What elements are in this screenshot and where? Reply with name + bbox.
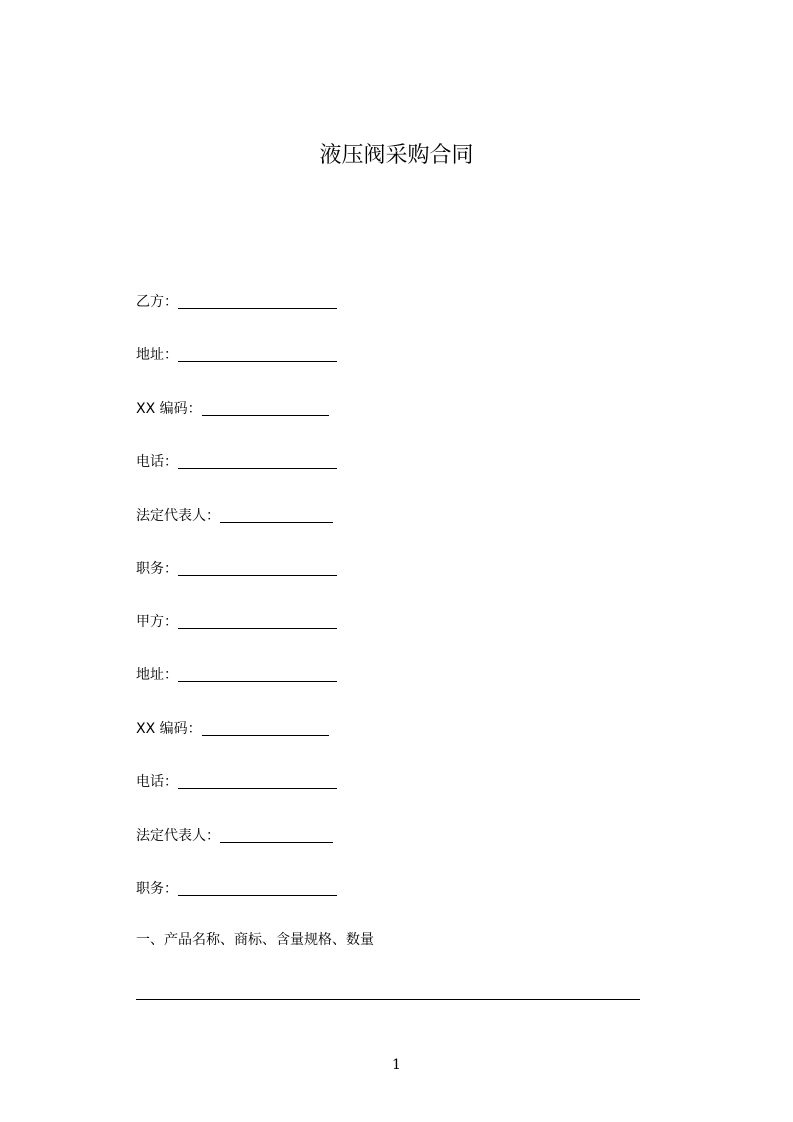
field-party-a-postcode: [136, 715, 329, 739]
field-label: 电话：: [136, 774, 178, 790]
fill-in-blank: [178, 292, 337, 309]
field-party-b-position: [136, 555, 337, 579]
field-label: 甲方：: [136, 614, 178, 630]
page-number: 1: [392, 1057, 401, 1073]
fill-in-blank: [178, 559, 337, 576]
field-party-a-address: [136, 661, 337, 685]
field-label: 法定代表人：: [136, 828, 220, 844]
fill-in-line: [136, 999, 640, 1000]
field-party-b-postcode: [136, 395, 329, 419]
fill-in-blank: [202, 719, 329, 736]
field-label: 职务：: [136, 561, 178, 577]
fill-in-blank: [178, 345, 337, 362]
field-label: 地址：: [136, 667, 178, 683]
fill-in-blank: [178, 772, 337, 789]
field-label: XX 编码：: [136, 721, 202, 737]
field-label: XX 编码：: [136, 401, 202, 417]
fill-in-blank: [220, 506, 333, 523]
fill-in-blank: [178, 612, 337, 629]
fill-in-blank: [202, 399, 329, 416]
field-party-b: [136, 288, 337, 312]
fill-in-blank: [220, 826, 333, 843]
field-party-a: [136, 608, 337, 632]
field-party-a-position: [136, 875, 337, 899]
fill-in-blank: [178, 665, 337, 682]
field-party-a-phone: [136, 768, 337, 792]
document-title: 液压阀采购合同: [319, 143, 474, 168]
field-label: 地址：: [136, 347, 178, 363]
field-label: 电话：: [136, 454, 178, 470]
field-label: 乙方：: [136, 294, 178, 310]
field-label: 职务：: [136, 881, 178, 897]
field-label: 法定代表人：: [136, 508, 220, 524]
field-party-b-phone: [136, 448, 337, 472]
fill-in-blank: [178, 879, 337, 896]
field-party-b-legal-rep: [136, 502, 333, 526]
fill-in-blank: [178, 452, 337, 469]
section-heading: 一、产品名称、商标、含量规格、数量: [136, 932, 374, 948]
field-party-a-legal-rep: [136, 822, 333, 846]
field-party-b-address: [136, 341, 337, 365]
